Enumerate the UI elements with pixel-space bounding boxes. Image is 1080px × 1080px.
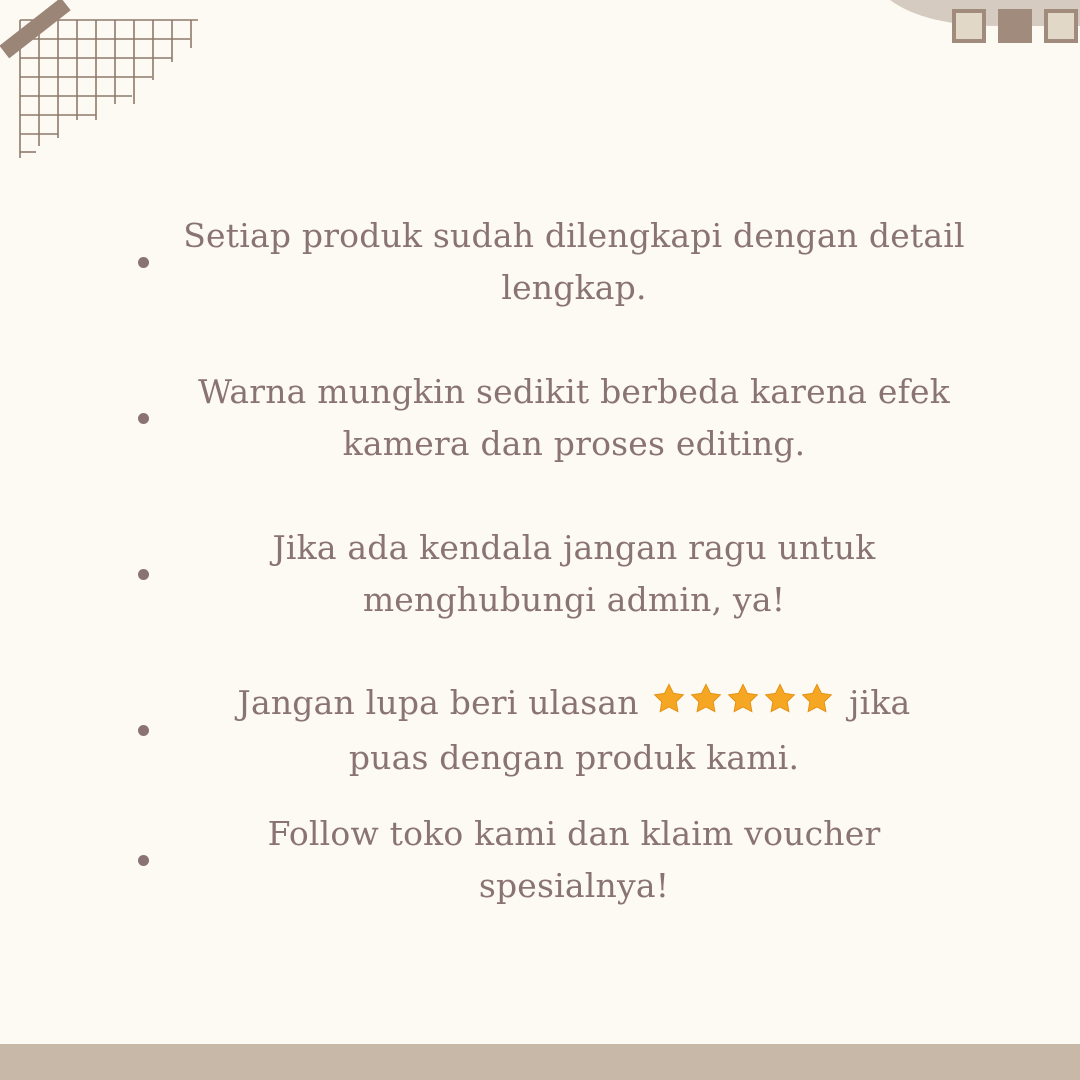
star-rating: [651, 680, 836, 732]
square-icon-light: [952, 9, 986, 43]
list-item-line: Jika ada kendala jangan ragu untuk: [272, 528, 876, 567]
list-item-text: [168, 522, 980, 626]
bullet-icon: [138, 725, 149, 736]
list-item-line: Follow toko kami dan klaim voucher spesialnya!: [267, 814, 881, 905]
review-prompt-text: Jangan lupa beri ulasan: [237, 682, 639, 722]
list-item: [138, 366, 980, 470]
review-suffix-text: jika: [849, 682, 911, 722]
bullet-icon: [138, 413, 149, 424]
bullet-icon: [138, 569, 149, 580]
list-item-line: kamera dan proses editing.: [342, 424, 806, 463]
list-item-text: [168, 210, 980, 314]
star-icon: [651, 681, 687, 717]
star-icon: [799, 681, 835, 717]
list-item: [138, 678, 980, 782]
bullet-icon: [138, 855, 149, 866]
list-item-line: menghubungi admin, ya!: [362, 580, 786, 619]
tape-icon: [0, 0, 71, 58]
square-icon-light: [1044, 9, 1078, 43]
list-item: [138, 522, 980, 626]
list-item-line: puas dengan produk kami.: [348, 737, 800, 777]
grid-decoration: [0, 0, 210, 170]
square-icon-filled: [998, 9, 1032, 43]
bullet-icon: [138, 257, 149, 268]
list-item: [138, 210, 980, 314]
list-item-line: Setiap produk sudah dilengkapi dengan detail: [183, 216, 965, 255]
star-icon: [762, 681, 798, 717]
info-list: [138, 210, 980, 905]
star-icon: [725, 681, 761, 717]
list-item-text: [168, 366, 980, 470]
list-item-line: Warna mungkin sedikit berbeda karena efek: [198, 372, 950, 411]
footer-band: [0, 1044, 1080, 1080]
list-item-line: lengkap.: [501, 268, 647, 307]
star-icon: [688, 681, 724, 717]
list-item-line: [168, 677, 980, 732]
list-item-text: [168, 677, 980, 784]
list-item: [138, 814, 980, 905]
list-item-text: [168, 808, 980, 912]
